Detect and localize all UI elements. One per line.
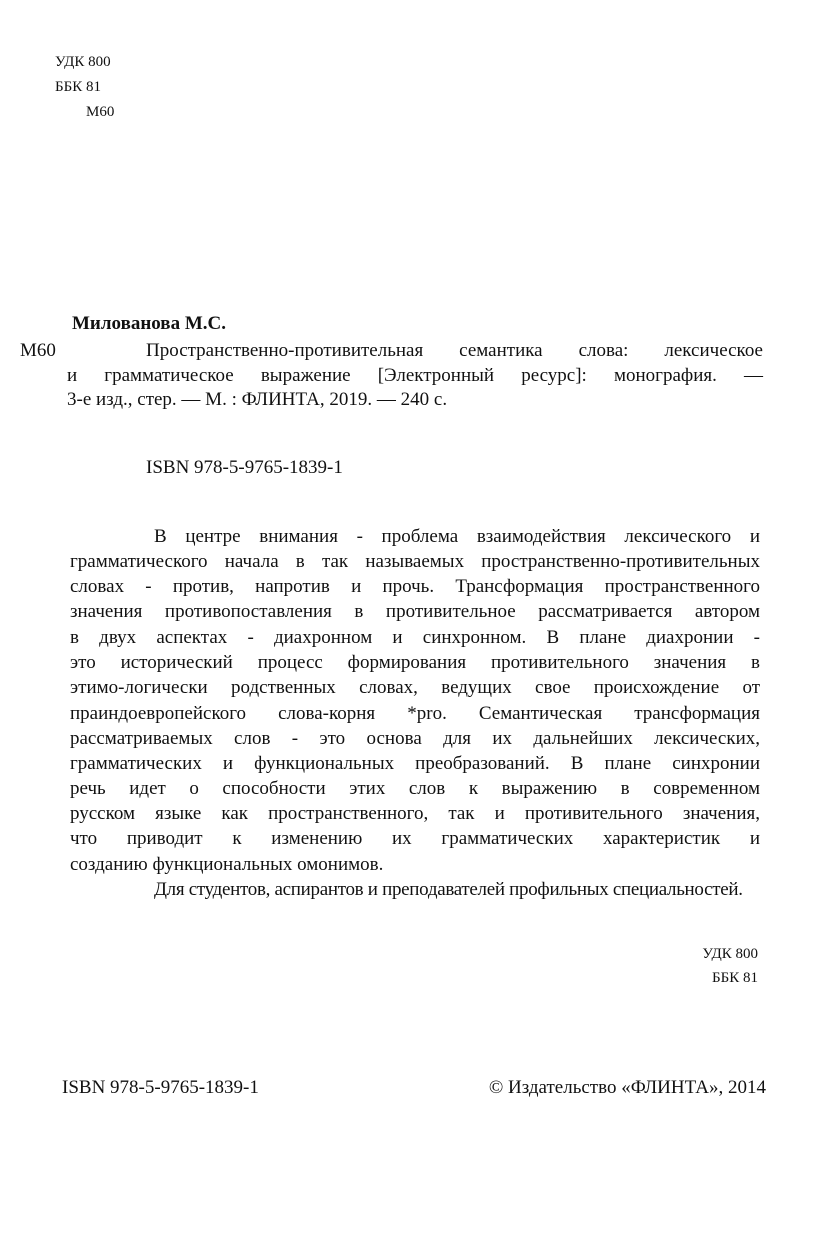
copyright: © Издательство «ФЛИНТА», 2014: [488, 1077, 766, 1098]
title-line: и грамматическое выражение [Электронный ресурс]: монография. —: [67, 365, 763, 386]
abstract-line: созданию функциональных омонимов.: [70, 854, 384, 875]
title-line: Пространственно-противительная семантика слова: лексическое: [146, 340, 763, 361]
bbk-code-top: ББК 81: [55, 79, 101, 95]
isbn: ISBN 978-5-9765-1839-1: [146, 457, 343, 478]
bbk-code-bottom: ББК 81: [712, 970, 758, 986]
audience-note: Для студентов, аспирантов и преподавателей профильных специальностей.: [154, 879, 743, 900]
author-name: Милованова М.С.: [72, 313, 226, 334]
abstract-line: В центре внимания - проблема взаимодействия лексического и: [154, 526, 760, 547]
author-sign: М60: [20, 340, 56, 361]
udk-code-top: УДК 800: [55, 54, 111, 70]
abstract-line: грамматического начала в так называемых пространственно-противительных: [70, 551, 760, 572]
abstract-line: рассматриваемых слов - это основа для их дальнейших лексических,: [70, 728, 760, 749]
abstract-line: что приводит к изменению их грамматических характеристик и: [70, 828, 760, 849]
footer-isbn: ISBN 978-5-9765-1839-1: [62, 1077, 259, 1098]
author-sign-top: М60: [86, 104, 115, 120]
udk-code-bottom: УДК 800: [702, 946, 758, 962]
abstract-line: это исторический процесс формирования противительного значения в: [70, 652, 760, 673]
abstract-line: русском языке как пространственного, так и противительного значения,: [70, 803, 760, 824]
abstract-line: в двух аспектах - диахронном и синхронном. В плане диахронии -: [70, 627, 760, 648]
abstract-line: грамматических и функциональных преобразований. В плане синхронии: [70, 753, 760, 774]
abstract-line: этимо-логически родственных словах, ведущих свое происхождение от: [70, 677, 760, 698]
abstract-line: праиндоевропейского слова-корня *pro. Семантическая трансформация: [70, 703, 760, 724]
abstract-line: значения противопоставления в противительное рассматривается автором: [70, 601, 760, 622]
abstract-line: словах - против, напротив и прочь. Трансформация пространственного: [70, 576, 760, 597]
abstract-line: речь идет о способности этих слов к выражению в современном: [70, 778, 760, 799]
title-line: 3-е изд., стер. — М. : ФЛИНТА, 2019. — 240 с.: [67, 389, 448, 410]
